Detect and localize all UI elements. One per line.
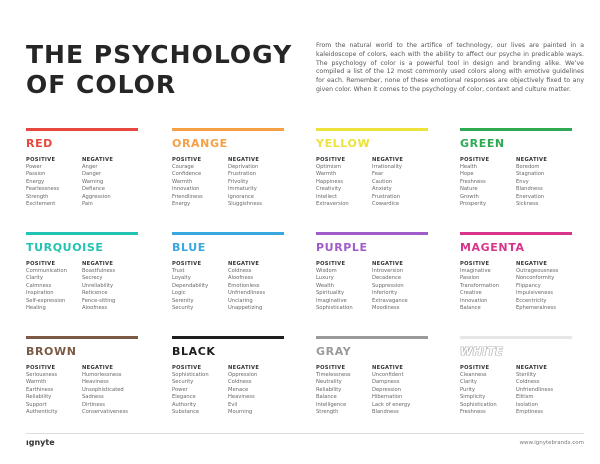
color-card-orange — [172, 128, 284, 208]
trait-item: Prosperity — [460, 201, 487, 208]
trait-item: Fence-sitting — [82, 297, 116, 304]
trait-item: Deprivation — [228, 164, 259, 170]
trait-item: Warmth — [26, 379, 47, 386]
trait-item: Intelligence — [316, 401, 347, 408]
trait-item: Nonconformity — [516, 275, 555, 282]
trait-item: Eccentricity — [516, 297, 547, 304]
trait-columns — [26, 364, 138, 416]
trait-item: Enervation — [516, 193, 545, 200]
positive-heading: POSITIVE — [316, 261, 346, 267]
trait-item: Neutrality — [316, 379, 342, 386]
trait-item: Intellect — [316, 193, 338, 200]
color-bar — [460, 232, 572, 235]
trait-columns — [26, 260, 138, 312]
trait-item: Hope — [460, 171, 474, 178]
trait-item: Irrationality — [372, 164, 402, 170]
positive-traits — [172, 156, 228, 208]
color-card-black — [172, 336, 284, 416]
positive-heading: POSITIVE — [460, 365, 490, 371]
color-card-magenta — [460, 232, 572, 312]
color-bar — [26, 232, 138, 235]
color-name: MAGENTA — [460, 241, 525, 254]
trait-item: Flippancy — [516, 282, 541, 289]
positive-traits — [26, 260, 82, 312]
trait-item: Ignorance — [228, 193, 254, 200]
trait-item: Transformation — [460, 282, 499, 289]
trait-item: Loyalty — [172, 275, 191, 282]
color-name: TURQUOISE — [26, 241, 104, 254]
positive-traits — [26, 156, 82, 208]
page-title — [26, 40, 296, 100]
trait-item: Danger — [82, 171, 102, 178]
negative-traits — [516, 364, 572, 416]
negative-heading: NEGATIVE — [228, 157, 260, 163]
negative-heading: NEGATIVE — [372, 365, 404, 371]
trait-item: Warmth — [316, 171, 337, 178]
trait-item: Unconfident — [372, 372, 404, 378]
trait-item: Authenticity — [26, 409, 58, 416]
trait-item: Courage — [172, 164, 194, 170]
trait-item: Aloofness — [82, 305, 108, 312]
color-name: ORANGE — [172, 137, 228, 150]
color-name: BLACK — [172, 345, 216, 358]
negative-heading: NEGATIVE — [228, 261, 260, 267]
color-bar — [316, 128, 428, 131]
trait-columns — [460, 156, 572, 208]
trait-item: Lack of energy — [372, 401, 411, 408]
positive-heading: POSITIVE — [172, 365, 202, 371]
trait-item: Support — [26, 401, 47, 408]
positive-traits — [460, 260, 516, 312]
trait-item: Coldness — [516, 379, 540, 386]
trait-item: Luxury — [316, 275, 334, 282]
color-name: YELLOW — [316, 137, 371, 150]
trait-item: Calmness — [26, 282, 52, 289]
trait-item: Substance — [172, 409, 200, 416]
trait-item: Spirituality — [316, 290, 345, 297]
negative-traits — [372, 364, 428, 416]
negative-heading: NEGATIVE — [516, 157, 548, 163]
positive-heading: POSITIVE — [26, 365, 56, 371]
positive-heading: POSITIVE — [26, 261, 56, 267]
trait-item: Dampness — [372, 379, 400, 386]
positive-heading: POSITIVE — [316, 157, 346, 163]
color-bar — [460, 336, 572, 339]
trait-item: Optimism — [316, 164, 342, 170]
color-bar — [316, 336, 428, 339]
color-name: RED — [26, 137, 53, 150]
trait-item: Unfriendliness — [516, 386, 554, 393]
trait-columns — [172, 364, 284, 416]
trait-item: Evil — [228, 401, 238, 408]
trait-item: Health — [460, 164, 478, 170]
color-card-gray — [316, 336, 428, 416]
color-bar — [172, 336, 284, 339]
trait-item: Authority — [172, 401, 197, 408]
color-bar — [316, 232, 428, 235]
trait-item: Humorlessness — [82, 372, 122, 378]
trait-item: Dependability — [172, 282, 209, 289]
trait-item: Defiance — [82, 186, 105, 193]
trait-columns — [460, 364, 572, 416]
trait-item: Oppression — [228, 372, 258, 378]
trait-item: Serenity — [172, 297, 194, 304]
trait-item: Pain — [82, 201, 93, 208]
trait-item: Heaviness — [82, 379, 109, 386]
color-card-red — [26, 128, 138, 208]
color-bar — [172, 128, 284, 131]
color-bar — [172, 232, 284, 235]
trait-item: Communication — [26, 268, 67, 274]
trait-item: Boredom — [516, 164, 540, 170]
trait-item: Simplicity — [460, 394, 486, 401]
trait-item: Unappetizing — [228, 305, 263, 312]
trait-item: Sophistication — [460, 401, 497, 408]
trait-item: Extravagance — [372, 297, 408, 304]
trait-item: Boastfulness — [82, 268, 116, 274]
color-bar — [460, 128, 572, 131]
trait-columns — [26, 156, 138, 208]
trait-item: Warning — [82, 178, 104, 185]
trait-item: Security — [172, 379, 194, 386]
trait-item: Heaviness — [228, 394, 255, 401]
footer-url[interactable]: www.ignytebrands.com — [519, 440, 584, 446]
positive-heading: POSITIVE — [172, 157, 202, 163]
negative-heading: NEGATIVE — [372, 157, 404, 163]
color-name: WHITE — [460, 345, 504, 358]
trait-item: Imaginative — [460, 268, 491, 274]
trait-item: Sophistication — [316, 305, 353, 312]
negative-traits — [372, 260, 428, 312]
trait-item: Frustration — [228, 171, 257, 178]
trait-item: Blandness — [516, 186, 543, 193]
trait-item: Wisdom — [316, 268, 337, 274]
positive-heading: POSITIVE — [460, 157, 490, 163]
trait-item: Emptiness — [516, 409, 543, 416]
trait-item: Happiness — [316, 178, 343, 185]
trait-item: Excitement — [26, 201, 56, 208]
trait-item: Self-expression — [26, 297, 66, 304]
positive-traits — [26, 364, 82, 416]
trait-item: Depression — [372, 386, 401, 393]
positive-traits — [316, 364, 372, 416]
positive-traits — [316, 260, 372, 312]
trait-item: Frivolity — [228, 178, 249, 185]
trait-columns — [316, 364, 428, 416]
trait-item: Decadence — [372, 275, 402, 282]
negative-traits — [516, 156, 572, 208]
trait-item: Frustration — [372, 193, 401, 200]
color-name: BLUE — [172, 241, 206, 254]
trait-item: Unfriendliness — [228, 290, 266, 297]
trait-item: Fear — [372, 171, 384, 178]
trait-item: Strength — [316, 409, 339, 416]
trait-item: Moodiness — [372, 305, 400, 312]
negative-traits — [82, 156, 138, 208]
trait-item: Anxiety — [372, 186, 392, 193]
negative-heading: NEGATIVE — [82, 261, 114, 267]
trait-item: Envy — [516, 178, 529, 185]
trait-item: Clarity — [26, 275, 43, 282]
color-card-brown — [26, 336, 138, 416]
trait-item: Reliability — [26, 394, 52, 401]
positive-heading: POSITIVE — [172, 261, 202, 267]
trait-columns — [172, 156, 284, 208]
trait-item: Earthiness — [26, 386, 54, 393]
color-grid — [26, 128, 586, 418]
positive-heading: POSITIVE — [316, 365, 346, 371]
color-card-blue — [172, 232, 284, 312]
trait-item: Coldness — [228, 268, 252, 274]
trait-item: Confidence — [172, 171, 202, 178]
trait-item: Aloofness — [228, 275, 254, 282]
trait-item: Elitism — [516, 394, 534, 401]
color-card-green — [460, 128, 572, 208]
negative-heading: NEGATIVE — [372, 261, 404, 267]
trait-item: Passion — [26, 171, 46, 178]
footer-divider — [26, 433, 584, 434]
color-card-purple — [316, 232, 428, 312]
trait-item: Freshness — [460, 409, 486, 416]
negative-heading: NEGATIVE — [516, 261, 548, 267]
color-name: GRAY — [316, 345, 352, 358]
trait-item: Warmth — [172, 178, 193, 185]
trait-item: Innovation — [172, 186, 200, 193]
trait-item: Stagnation — [516, 171, 545, 178]
trait-item: Fearlessness — [26, 186, 60, 193]
trait-item: Caution — [372, 178, 393, 185]
negative-heading: NEGATIVE — [516, 365, 548, 371]
color-name: BROWN — [26, 345, 77, 358]
negative-heading: NEGATIVE — [82, 157, 114, 163]
title-line-2: OF COLOR — [26, 70, 177, 99]
trait-item: Healing — [26, 305, 46, 312]
color-card-white — [460, 336, 572, 416]
trait-item: Sophistication — [172, 372, 209, 378]
negative-traits — [82, 364, 138, 416]
trait-item: Sluggishness — [228, 201, 262, 208]
trait-item: Mourning — [228, 409, 253, 416]
title-line-1: THE PSYCHOLOGY — [26, 40, 293, 69]
trait-item: Balance — [460, 305, 481, 312]
trait-item: Blandness — [372, 409, 399, 416]
negative-traits — [372, 156, 428, 208]
positive-heading: POSITIVE — [460, 261, 490, 267]
trait-item: Friendliness — [172, 193, 203, 200]
trait-item: Energy — [26, 178, 45, 185]
color-bar — [26, 336, 138, 339]
negative-heading: NEGATIVE — [82, 365, 114, 371]
trait-item: Isolation — [516, 401, 538, 408]
positive-traits — [460, 156, 516, 208]
color-card-yellow — [316, 128, 428, 208]
trait-item: Sterility — [516, 372, 537, 378]
trait-item: Logic — [172, 290, 186, 297]
negative-traits — [516, 260, 572, 312]
trait-item: Innovation — [460, 297, 488, 304]
trait-item: Purity — [460, 386, 476, 393]
trait-columns — [460, 260, 572, 312]
negative-traits — [228, 364, 284, 416]
trait-item: Suppression — [372, 282, 404, 289]
trait-item: Elegance — [172, 394, 196, 401]
trait-item: Trust — [172, 268, 185, 274]
trait-item: Aggression — [82, 193, 111, 200]
positive-traits — [172, 364, 228, 416]
trait-columns — [316, 260, 428, 312]
trait-item: Wealth — [316, 282, 334, 289]
trait-item: Hibernation — [372, 394, 403, 401]
trait-item: Outrageousness — [516, 268, 559, 274]
trait-item: Unreliability — [82, 282, 114, 289]
trait-item: Creativity — [316, 186, 342, 193]
trait-item: Dirtiness — [82, 401, 105, 408]
color-name: PURPLE — [316, 241, 368, 254]
trait-item: Growth — [460, 193, 479, 200]
trait-item: Unciaring — [228, 297, 253, 304]
trait-item: Inspiration — [26, 290, 54, 297]
trait-item: Security — [172, 305, 194, 312]
trait-item: Sickness — [516, 201, 539, 208]
trait-item: Emotionless — [228, 282, 260, 289]
positive-traits — [460, 364, 516, 416]
color-name: GREEN — [460, 137, 505, 150]
trait-item: Menace — [228, 386, 249, 393]
color-bar — [26, 128, 138, 131]
positive-traits — [172, 260, 228, 312]
trait-item: Timelessness — [316, 372, 351, 378]
trait-item: Power — [26, 164, 42, 170]
trait-item: Passion — [460, 275, 480, 282]
trait-item: Unsophisticated — [82, 386, 124, 393]
trait-item: Strength — [26, 193, 49, 200]
trait-item: Balance — [316, 394, 337, 401]
trait-item: Clarity — [460, 379, 477, 386]
positive-heading: POSITIVE — [26, 157, 56, 163]
trait-item: Reliability — [316, 386, 342, 393]
trait-item: Freshness — [460, 178, 486, 185]
trait-item: Seriousness — [26, 372, 58, 378]
trait-item: Nature — [460, 186, 478, 193]
trait-item: Extraversion — [316, 201, 349, 208]
trait-columns — [172, 260, 284, 312]
trait-item: Imaginative — [316, 297, 347, 304]
trait-item: Cowardice — [372, 201, 400, 208]
trait-item: Secrecy — [82, 275, 103, 282]
trait-item: Inferiority — [372, 290, 398, 297]
trait-item: Anger — [82, 164, 98, 170]
trait-item: Cleanness — [460, 372, 487, 378]
trait-item: Immaturity — [228, 186, 257, 193]
negative-traits — [82, 260, 138, 312]
trait-item: Coldness — [228, 379, 252, 386]
negative-heading: NEGATIVE — [228, 365, 260, 371]
trait-item: Reticence — [82, 290, 108, 297]
trait-item: Introversion — [372, 268, 404, 274]
trait-item: Creative — [460, 290, 482, 297]
trait-columns — [316, 156, 428, 208]
trait-item: Sadness — [82, 394, 104, 401]
color-card-turquoise — [26, 232, 138, 312]
brand-logo: ıgnyte — [26, 438, 55, 447]
trait-item: Ephemeralness — [516, 305, 556, 312]
trait-item: Impulsiveness — [516, 290, 553, 297]
negative-traits — [228, 260, 284, 312]
trait-item: Power — [172, 386, 188, 393]
positive-traits — [316, 156, 372, 208]
trait-item: Conservativeness — [82, 409, 128, 416]
trait-item: Energy — [172, 201, 191, 208]
negative-traits — [228, 156, 284, 208]
intro-paragraph: From the natural world to the artifice of technology, our lives are painted in a kaleidoscope of colors, each with the ability to affect our psyche in predicable ways. The psychology of color is a powerful tool in design and branding alike. We’ve compiled a list of the 12 most commonly used colors along with emotive guidelines for each. Remember, none of these emotional responses are objectively fixed to any given color. When it comes to the psychology of color, context and culture matter. — [316, 42, 584, 93]
